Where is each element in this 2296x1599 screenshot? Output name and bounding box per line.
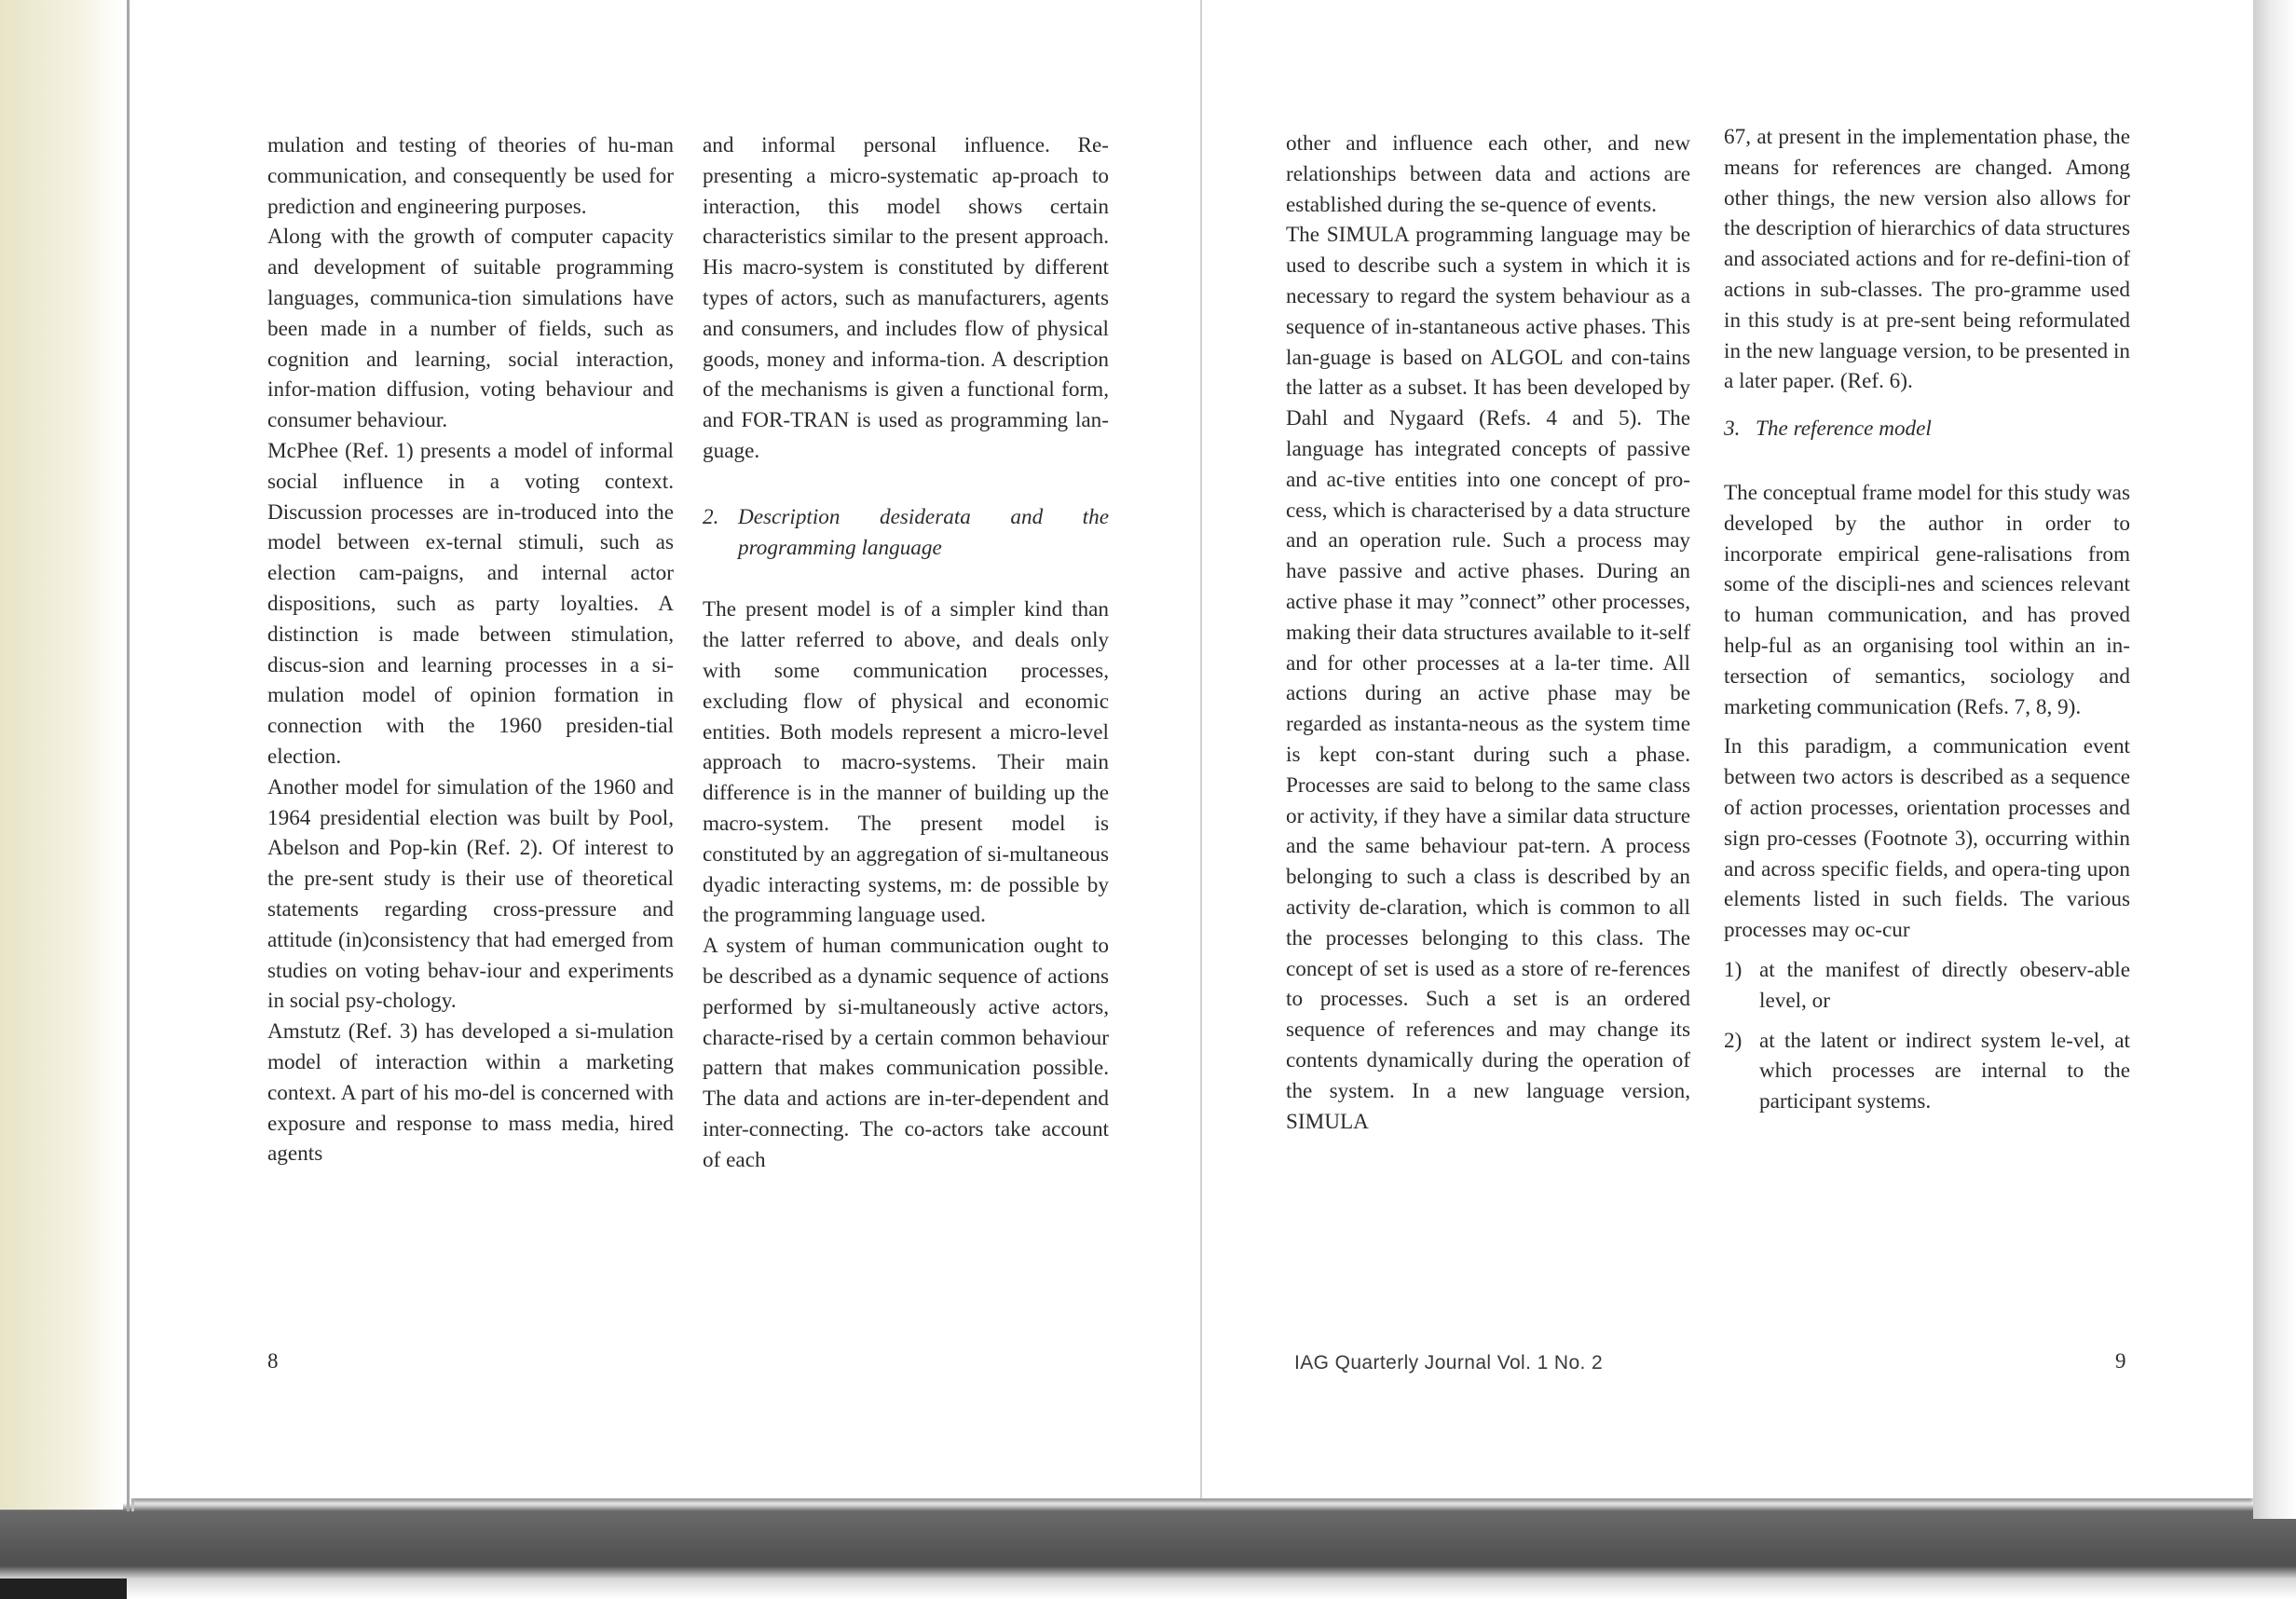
paragraph: Along with the growth of computer capacity and development of suitable programming languages, communica-tion simulations have been made in a number of fields, such as cognition and learning, social interaction, infor-mation diffusion, voting behaviour and consumer behaviour.	[267, 225, 674, 433]
paragraph: A system of human communication ought to be described as a dynamic sequence of actions performed by si-multaneously active actors, characte-rised by a certain common behaviour pattern that makes communication possible. The data and actions are in-ter-dependent and inter-connecting. The co-actors take account of each	[703, 934, 1109, 1172]
paragraph: McPhee (Ref. 1) presents a model of informal social influence in a voting context. Discussion processes are in-troduced into the model between ex-ternal stimuli, such as election cam-paigns, and internal actor dispositions, such as party loyalties. A distinction is made between stimulation, discus-sion and learning processes in a si-mulation model of opinion formation in connection with the 1960 presiden-tial election.	[267, 438, 674, 769]
journal-footer: IAG Quarterly Journal Vol. 1 No. 2	[1294, 1352, 1604, 1374]
paragraph: other and influence each other, and new relationships between data and actions are established during the se-quence of events.	[1286, 131, 1690, 217]
section-title: The reference model	[1756, 417, 1932, 442]
right-page-column-2	[1724, 122, 2130, 1117]
section-heading	[1724, 414, 2130, 444]
book-right-edge	[2253, 0, 2296, 1519]
scanner-bar	[0, 1578, 127, 1599]
paragraph: 67, at present in the implementation phase, the means for references are changed. Among other things, the new version also allows for the description of hierarchics of data structures and associated actions and for re-defini-tion of actions in sub-classes. The pro-gramme used in this study is at pre-sent being reformulated in the new language version, to be presented in a later paper. (Ref. 6).	[1724, 125, 2130, 394]
list-text: at the manifest of directly obeserv-able level, or	[1759, 957, 2130, 1013]
page-number: 9	[2115, 1349, 2126, 1373]
paragraph: Another model for simulation of the 1960 and 1964 presidential election was built by Pool, Abelson and Pop-kin (Ref. 2). Of interest to the pre-sent study is their use of theoretical statements regarding cross-pressure and attitude (in)consistency that had emerged from studies on voting behav-iour and experiments in social psy-chology.	[267, 774, 674, 1014]
page-stack-edge	[127, 0, 130, 1511]
list-marker: 1)	[1724, 957, 1742, 982]
left-page-column-2	[703, 130, 1109, 1176]
section-number: 3.	[1724, 417, 1741, 442]
list-text: at the latent or indirect system le-vel, at which processes are internal to the participant systems.	[1759, 1028, 2130, 1114]
section-title: Description desiderata and the programming language	[738, 504, 1109, 560]
scanner-bottom-strip	[0, 1565, 2296, 1599]
section-number: 2.	[703, 504, 719, 529]
section-heading	[703, 502, 1109, 564]
list-marker: 2)	[1724, 1028, 1742, 1053]
paragraph: The SIMULA programming language may be used to describe such a system in which it is necessary to regard the system behaviour as a sequence of in-stantaneous active phases. This lan-guage is based on ALGOL and con-tains the latter as a subset. It has been developed by Dahl and Nygaard (Refs. 4 and 5). The language has integrated concepts of passive and ac-tive entities into one concept of pro-cess, which is characterised by a data structure and an operation rule. Such a process may have passive and active phases. During an active phase it may ”connect” other processes, making their data structures available to it-self and for other processes at a la-ter time. All actions during an active phase may be regarded as instanta-neous as the system time is kept con-stant during such a phase. Processes are said to belong to the same class or activity, if they have a similar data structure and the same behaviour pat-tern. A process belonging to such a class is described by an activity de-claration, which is common to all the processes belonging to this class. The concept of set is used as a store of re-ferences to processes. Such a set is an ordered sequence of references and may change its contents dynamically during the operation of the system. In a new language version, SIMULA	[1286, 223, 1690, 1134]
paragraph: and informal personal influence. Re-presenting a micro-systematic ap-proach to interaction, this model shows certain characteristics similar to the present approach. His macro-system is constituted by different types of actors, such as manufacturers, agents and consumers, and includes flow of physical goods, money and informa-tion. A description of the mechanisms is given a functional form, and FOR-TRAN is used as programming lan-guage.	[703, 133, 1109, 463]
list-item	[1724, 1026, 2130, 1117]
paragraph: In this paradigm, a communication event between two actors is described as a sequence of action processes, orientation processes and sign pro-cesses (Footnote 3), occurring within and across specific fields, and opera-ting upon elements listed in such fields. The various processes may oc-cur	[1724, 734, 2130, 943]
paragraph: Amstutz (Ref. 3) has developed a si-mulation model of interaction within a marketing context. A part of his mo-del is concerned with exposure and response to mass media, hired agents	[267, 1019, 674, 1167]
page-number: 8	[267, 1349, 279, 1373]
book-left-edge	[0, 0, 123, 1510]
right-page-column-1	[1286, 129, 1690, 1137]
paragraph: mulation and testing of theories of hu-man communication, and consequently be used for prediction and engineering purposes.	[267, 133, 674, 219]
paragraph: The present model is of a simpler kind than the latter referred to above, and deals only with some communication processes, excluding flow of physical and economic entities. Both models represent a micro-level approach to macro-systems. Their main difference is in the manner of building up the macro-system. The present model is constituted by an aggregation of si-multaneous dyadic interacting systems, m: de possible by the programming language used.	[703, 597, 1109, 928]
left-page-column-1	[267, 130, 674, 1169]
paragraph: The conceptual frame model for this study was developed by the author in order to incorporate empirical gene-ralisations from some of the discipli-nes and sciences relevant to human communication, and has proved help-ful as an organising tool within an in-tersection of semantics, sociology and marketing communication (Refs. 7, 8, 9).	[1724, 480, 2130, 719]
list-item	[1724, 955, 2130, 1017]
